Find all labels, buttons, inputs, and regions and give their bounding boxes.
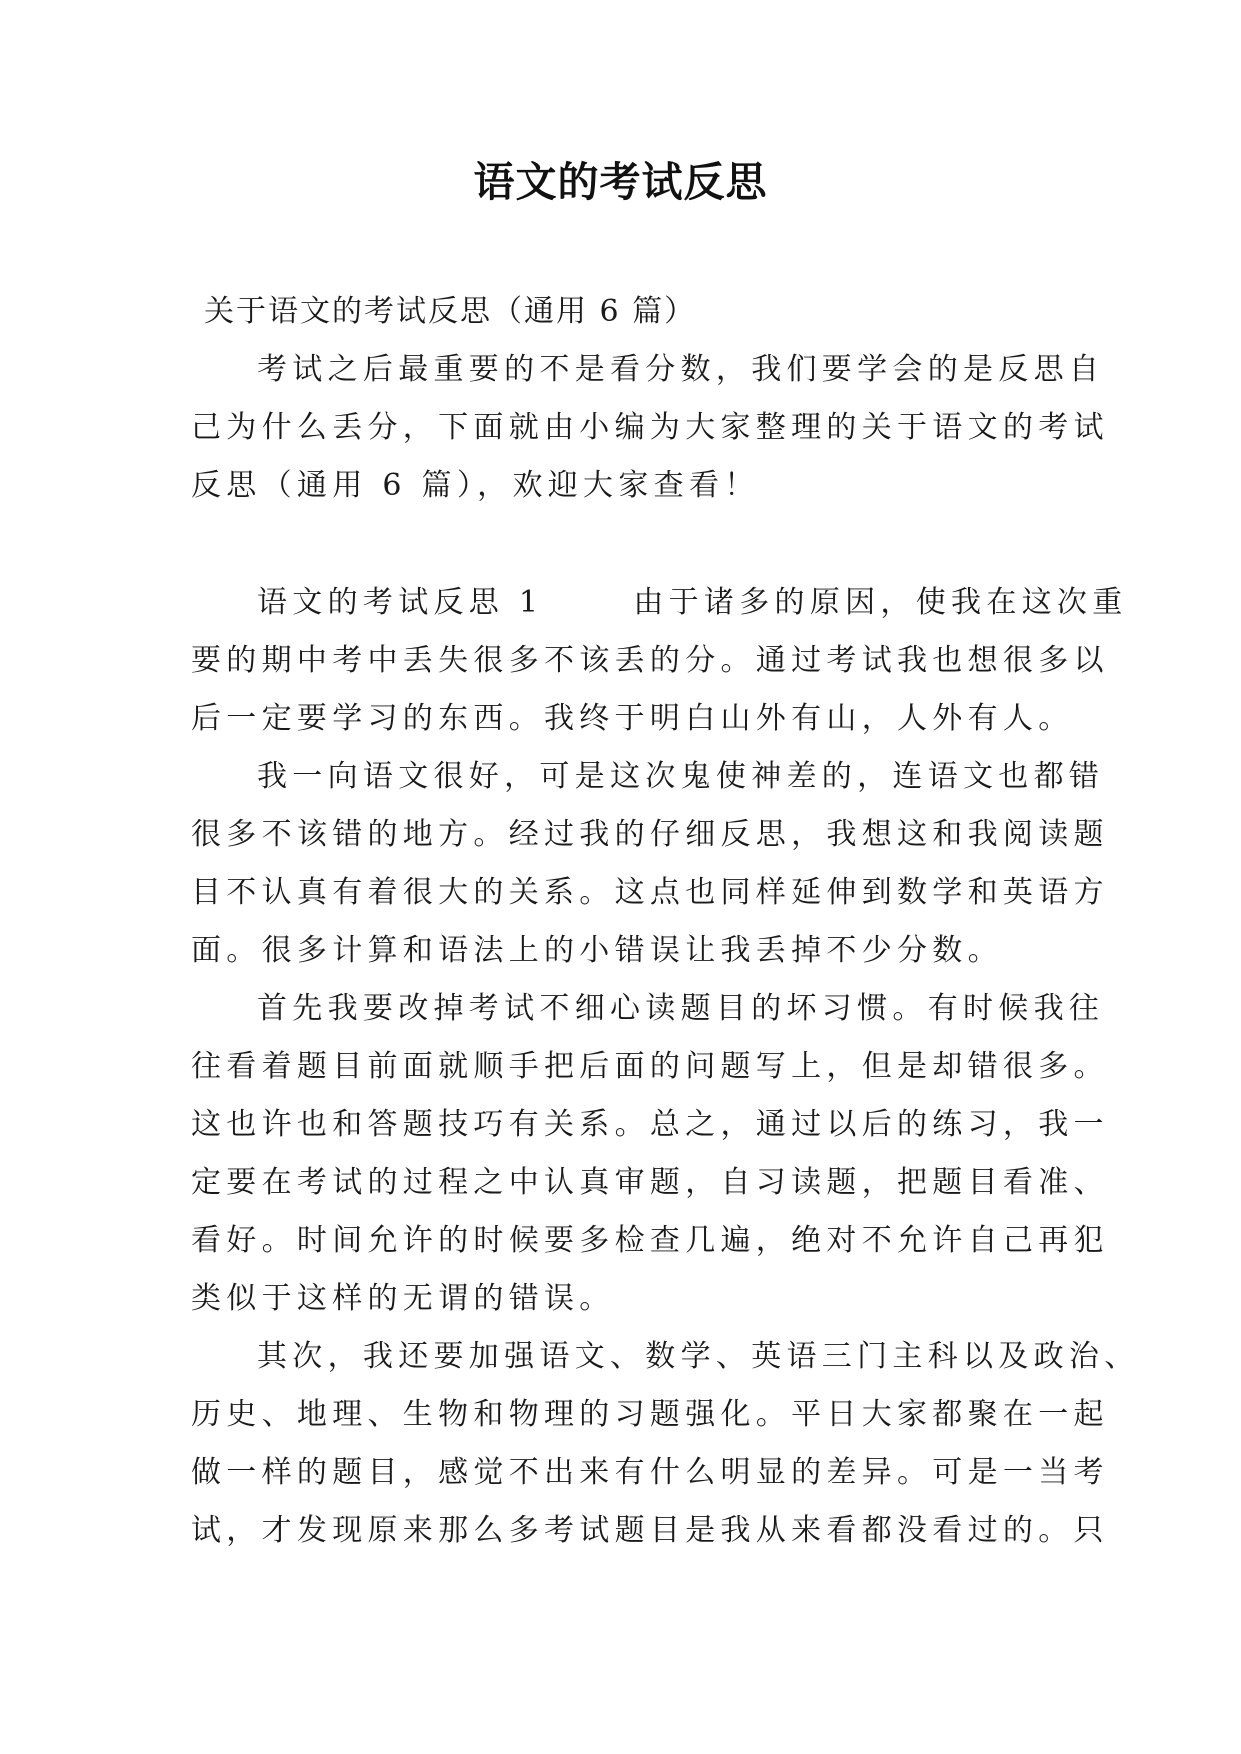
- paragraph-line: 看好。时间允许的时候要多检查几遍，绝对不允许自己再犯: [191, 1223, 1109, 1258]
- paragraph-line: 我一向语文很好，可是这次鬼使神差的，连语文也都错: [257, 759, 1105, 794]
- paragraph-line: 历史、地理、生物和物理的习题强化。平日大家都聚在一起: [191, 1397, 1109, 1432]
- document-subtitle: 关于语文的考试反思（通用 6 篇）: [204, 294, 697, 329]
- paragraph-line: 首先我要改掉考试不细心读题目的坏习惯。有时候我往: [257, 991, 1105, 1026]
- intro-line: 考试之后最重要的不是看分数，我们要学会的是反思自: [257, 352, 1105, 387]
- paragraph-line: 后一定要学习的东西。我终于明白山外有山，人外有人。: [191, 701, 1074, 736]
- section-heading: 语文的考试反思 1: [257, 585, 544, 620]
- document-title: 语文的考试反思: [473, 158, 768, 206]
- intro-line: 己为什么丢分，下面就由小编为大家整理的关于语文的考试: [191, 410, 1109, 445]
- paragraph-line: 这也许也和答题技巧有关系。总之，通过以后的练习，我一: [191, 1107, 1109, 1142]
- section-heading-line: [257, 583, 1128, 623]
- intro-line: 反思（通用 6 篇），欢迎大家查看！: [191, 468, 760, 503]
- section-lead-text: 由于诸多的原因，使我在这次重: [633, 585, 1128, 620]
- paragraph-line: 面。很多计算和语法上的小错误让我丢掉不少分数。: [191, 933, 1003, 968]
- paragraph-line: 定要在考试的过程之中认真审题，自习读题，把题目看准、: [191, 1165, 1109, 1200]
- paragraph-line: 很多不该错的地方。经过我的仔细反思，我想这和我阅读题: [191, 817, 1109, 852]
- paragraph-line: 试，才发现原来那么多考试题目是我从来看都没看过的。只: [191, 1513, 1109, 1548]
- paragraph-line: 目不认真有着很大的关系。这点也同样延伸到数学和英语方: [191, 875, 1109, 910]
- paragraph-line: 往看着题目前面就顺手把后面的问题写上，但是却错很多。: [191, 1049, 1109, 1084]
- paragraph-line: 其次，我还要加强语文、数学、英语三门主科以及政治、: [257, 1339, 1140, 1374]
- paragraph-line: 类似于这样的无谓的错误。: [191, 1281, 615, 1316]
- paragraph-line: 做一样的题目，感觉不出来有什么明显的差异。可是一当考: [191, 1455, 1109, 1490]
- paragraph-line: 要的期中考中丢失很多不该丢的分。通过考试我也想很多以: [191, 643, 1109, 678]
